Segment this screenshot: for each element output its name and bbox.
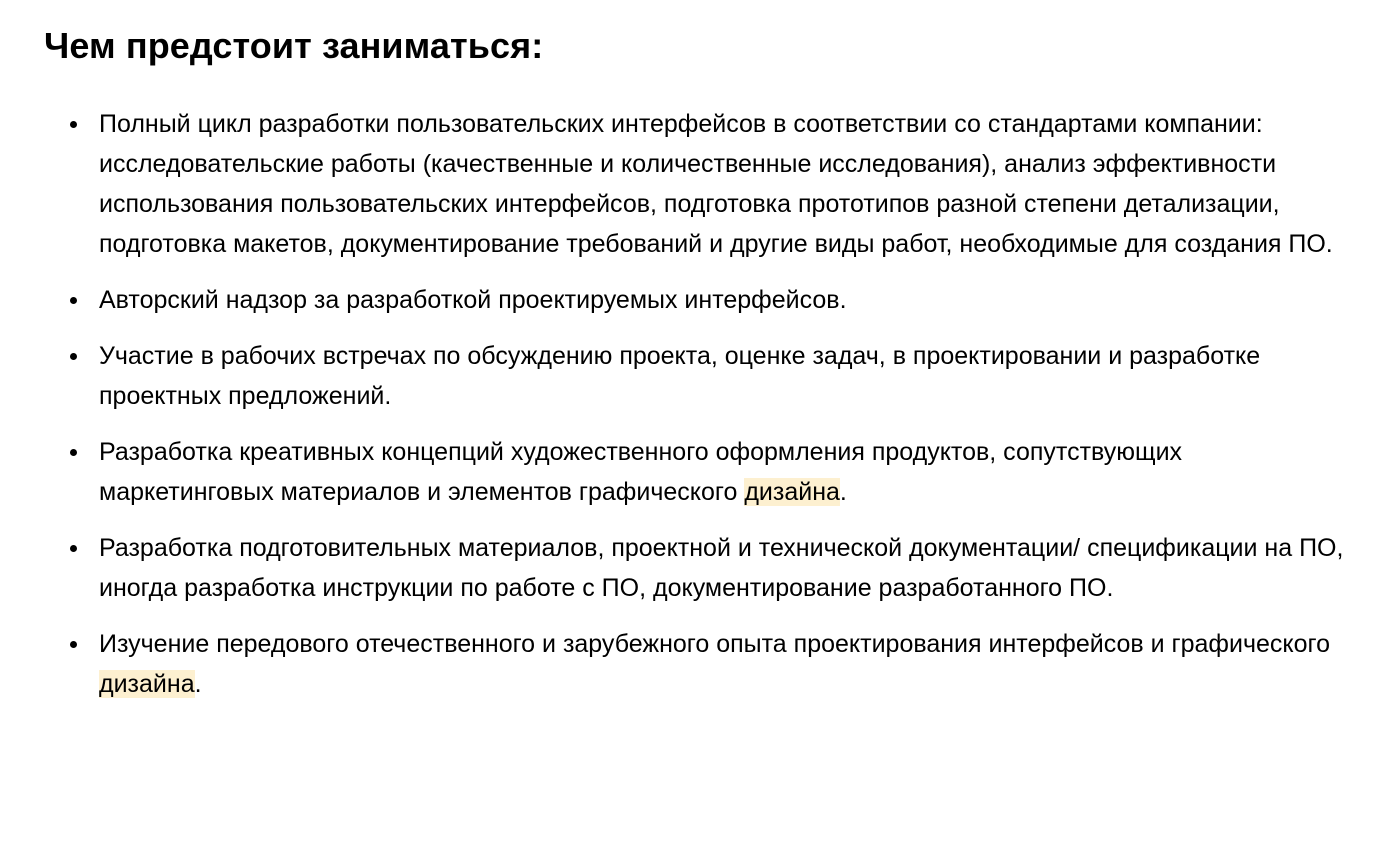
search-highlight: дизайна [744,478,840,506]
bullet-icon [70,297,77,304]
responsibilities-list [44,104,1354,720]
list-item [44,336,1354,416]
list-item-text: Участие в рабочих встречах по обсуждению проекта, оценке задач, в проектировании и разработке проектных предложений. [99,342,1261,410]
bullet-icon [70,353,77,360]
list-item [44,104,1354,264]
search-highlight: дизайна [99,670,195,698]
responsibilities-section [44,0,1364,698]
list-item-text-end: . [194,670,202,698]
list-item-text: Разработка креативных концепций художественного оформления продуктов, сопутствующих маркетинговых материалов и элементов графического [99,438,1183,506]
list-item [44,528,1354,608]
section-heading: Чем предстоит заниматься: [44,25,544,66]
bullet-icon [70,641,77,648]
list-item-text: Изучение передового отечественного и зарубежного опыта проектирования интерфейсов и графического [99,630,1330,658]
list-item-text: Разработка подготовительных материалов, проектной и технической документации/ спецификации на ПО, иногда разработка инструкции по работе с ПО, документирование разработанного ПО. [99,534,1344,602]
list-item-text: Полный цикл разработки пользовательских интерфейсов в соответствии со стандартами компании: исследовательские работы (качественные и количественные исследования), анализ эффективности использования пользовательских интерфейсов, подготовка прототипов разной степени детализации, подготовка макетов, документирование требований и другие виды работ, необходимые для создания ПО. [99,110,1333,258]
bullet-icon [70,449,77,456]
bullet-icon [70,545,77,552]
list-item-text: Авторский надзор за разработкой проектируемых интерфейсов. [99,286,847,314]
list-item-text-end: . [839,478,847,506]
list-item [44,624,1354,704]
list-item [44,280,1354,320]
list-item [44,432,1354,512]
bullet-icon [70,121,77,128]
